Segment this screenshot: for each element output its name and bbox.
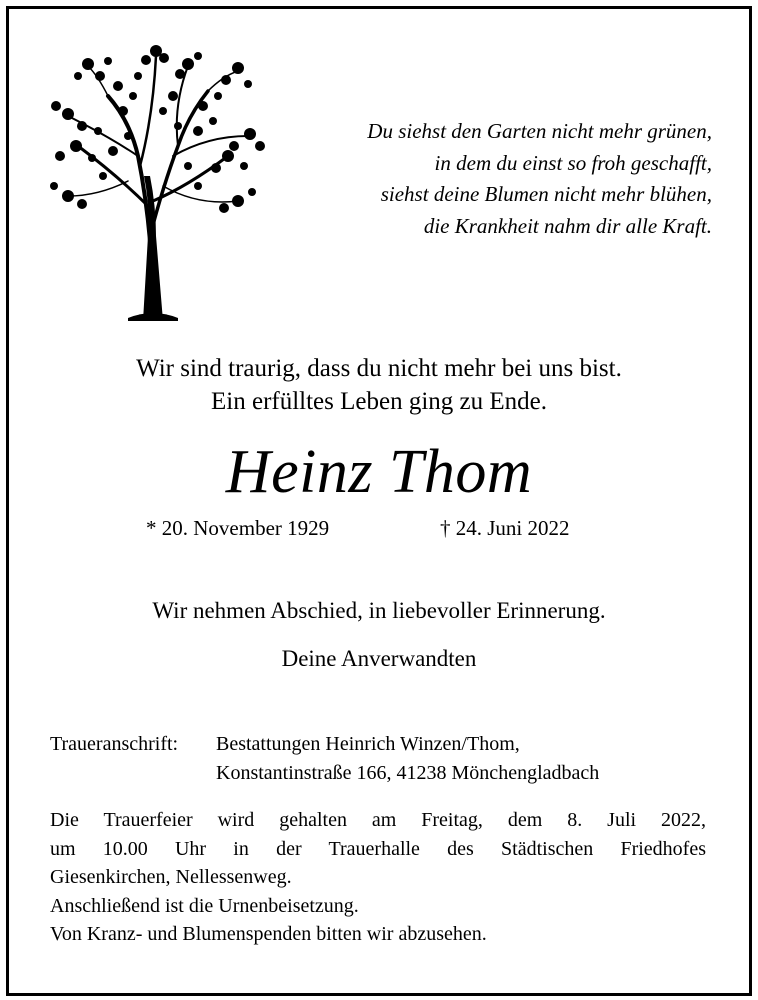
service-line-3: Giesenkirchen, Nellessenweg. [50,866,292,888]
intro-text [0,352,758,418]
poem-line: Du siehst den Garten nicht mehr grünen, [367,119,712,143]
address-line-1: Bestattungen Heinrich Winzen/Thom, [216,733,520,755]
death-date: † 24. Juni 2022 [440,516,570,540]
poem-line: in dem du einst so froh geschafft, [434,150,712,175]
address-label: Traueranschrift: [50,733,179,755]
poem-line: siehst deine Blumen nicht mehr blühen, [380,182,712,206]
signature: Deine Anverwandten [281,646,477,671]
address-line-2: Konstantinstraße 166, 41238 Mönchengladbach [216,762,600,784]
birth-date: * 20. November 1929 [146,516,330,540]
service-line-2: um 10.00 Uhr in der Trauerhalle des Städtischen Friedhofes [50,837,706,860]
service-info [50,806,706,949]
poem-line: die Krankheit nahm dir alle Kraft. [423,213,712,238]
intro-line-1: Wir sind traurig, dass du nicht mehr bei uns bist. [136,355,622,382]
service-line-4: Anschließend ist die Urnenbeisetzung. [50,894,359,917]
service-line-5: Von Kranz- und Blumenspenden bitten wir abzusehen. [50,923,487,945]
deceased-name: Heinz Thom [225,438,533,506]
intro-line-2: Ein erfülltes Leben ging zu Ende. [211,388,547,415]
farewell-text: Wir nehmen Abschied, in liebevoller Erinnerung. [152,598,606,623]
service-line-1: Die Trauerfeier wird gehalten am Freitag, dem 8. Juli 2022, [50,809,706,831]
poem [232,116,712,242]
